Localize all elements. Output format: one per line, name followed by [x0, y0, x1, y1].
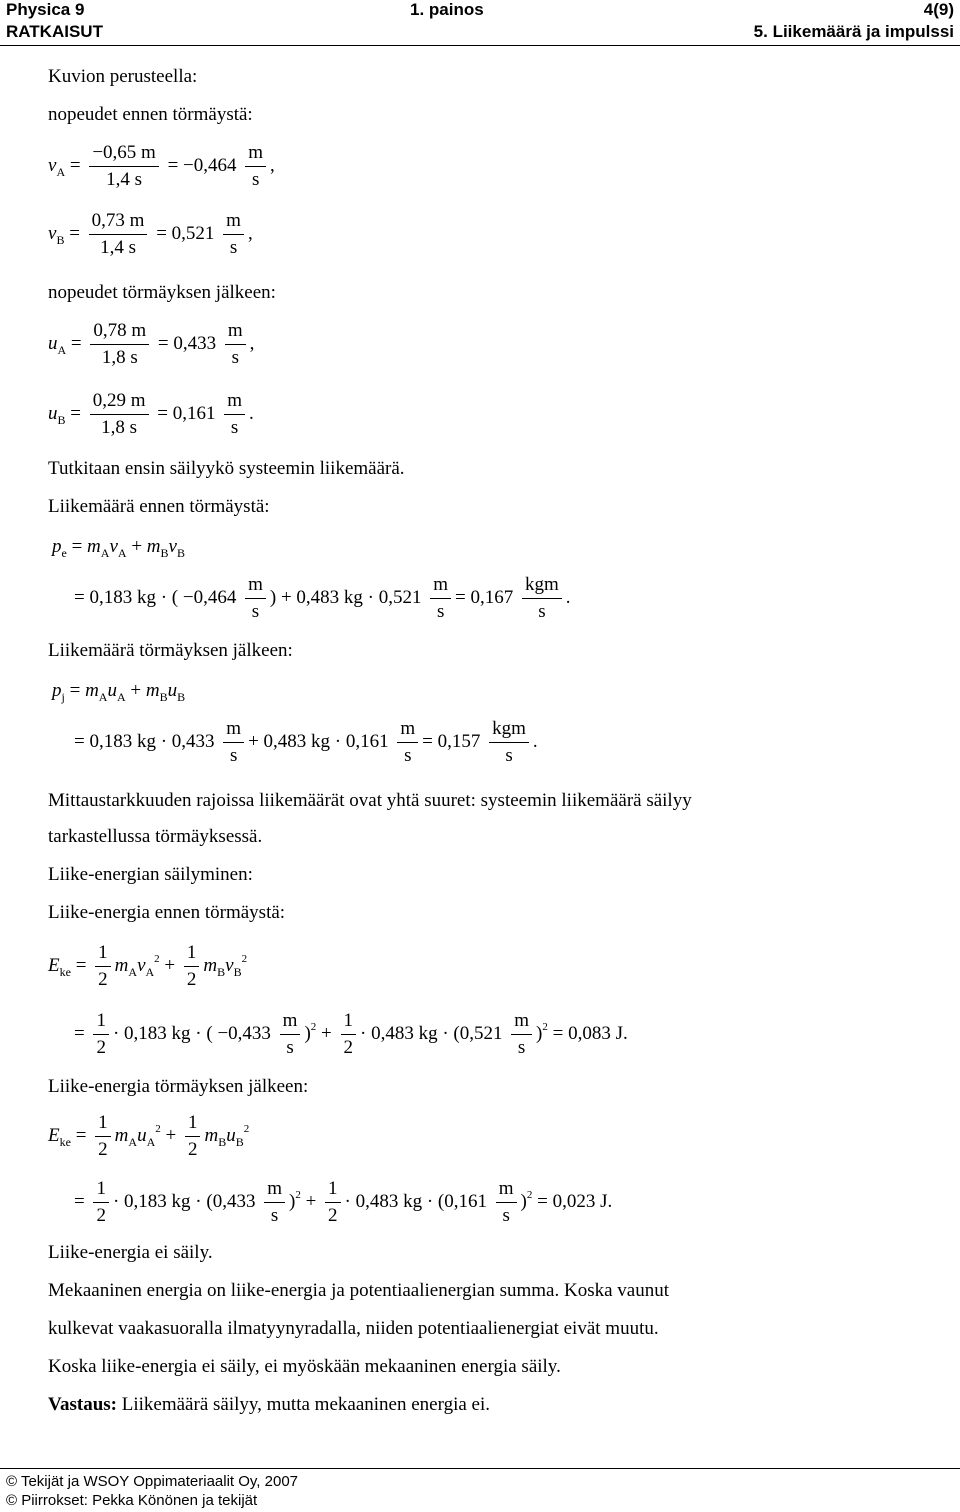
uB-numerator: 0,29 m [90, 388, 149, 415]
vA-result: = −0,464 [167, 154, 237, 176]
after-label: nopeudet törmäyksen jälkeen: [48, 282, 276, 303]
answer-text: Liikemäärä säilyy, mutta mekaaninen energia ei. [121, 1394, 490, 1415]
vB-numerator: 0,73 m [89, 208, 148, 235]
equation-uB: $u_B$ = $\frac{0,29 m}{1,8 s}$ = 0,161 $\frac{m}{s}$ . [48, 388, 254, 441]
mechanical-energy-line-1: Mekaaninen energia on liike-energia ja potentiaalienergian summa. Koska vaunut [48, 1280, 669, 1301]
answer-line [48, 1394, 490, 1416]
mechanical-energy-line-2: kulkevat vaakasuoralla ilmatyynyradalla, niiden potentiaalienergiat eivät muutu. [48, 1318, 659, 1339]
pj-result: 0,157 [437, 730, 481, 752]
vB-denominator: 1,4 s [100, 237, 137, 258]
ke-before-label: Liike-energia ennen törmäystä: [48, 902, 286, 923]
footer-illustrations: © Piirrokset: Pekka Könönen ja tekijät [6, 1492, 258, 1509]
intro-text: Kuvion perusteella: [48, 66, 198, 87]
study-momentum-text: Tutkitaan ensin säilyykö systeemin liikemäärä. [48, 458, 405, 479]
uA-denominator: 1,8 s [101, 347, 138, 368]
header-rule [0, 45, 960, 46]
edition: 1. painos [410, 0, 484, 19]
momentum-before-label: Liikemäärä ennen törmäystä: [48, 496, 270, 517]
equation-pj-definition: $p_j = m_Au_A + m_Bu_B$ [52, 680, 186, 704]
footer-copyright: © Tekijät ja WSOY Oppimateriaalit Oy, 2007 [6, 1473, 299, 1490]
equation-pe-definition: $p_e = m_Av_A + m_Bv_B$ [52, 536, 185, 560]
ke-after-result: 0,023 J. [552, 1190, 613, 1212]
equation-pj-calculation: = 0,183 kg · 0,433 $\frac{m}{s}$ + 0,483 kg · 0,161 $\frac{m}{s}$ = 0,157 $\frac{\text{kgm}}{s}$ . [74, 718, 538, 766]
page-number: 4(9) [923, 0, 954, 19]
equation-pe-calculation: = 0,183 kg · ( −0,464 $\frac{m}{s}$ ) + 0,483 kg · 0,521 $\frac{m}{s}$ = 0,167 $\frac{\text{kgm}}{s}$ . [74, 574, 571, 622]
vB-result: = 0,521 [156, 222, 215, 244]
momentum-after-label: Liikemäärä törmäyksen jälkeen: [48, 640, 293, 661]
equation-ke-before-definition: $E_{ke}$ = $\frac{1}{2}$ $m_Av_A^2$ + $\frac{1}{2}$ $m_Bv_B^2$ [48, 942, 248, 990]
ke-conservation-label: Liike-energian säilyminen: [48, 864, 253, 885]
footer-rule [0, 1468, 960, 1469]
conclusion-line-1: Mittaustarkkuuden rajoissa liikemäärät ovat yhtä suuret: systeemin liikemäärä säilyy [48, 790, 692, 811]
equation-uA: $u_A$ = $\frac{0,78 m}{1,8 s}$ = 0,433 $\frac{m}{s}$ , [48, 318, 254, 371]
equation-ke-after-calculation: = $\frac{1}{2}$ · 0,183 kg · (0,433 $\frac{m}{s}$ )$^2$ + $\frac{1}{2}$ · 0,483 kg · (0,161 $\frac{m}{s}$ )$^2$ = 0,023 J. [74, 1178, 613, 1226]
equation-ke-after-definition: $E_{ke}$ = $\frac{1}{2}$ $m_Au_A^2$ + $\frac{1}{2}$ $m_Bu_B^2$ [48, 1112, 250, 1160]
equation-vB: $v_B$ = $\frac{0,73 m}{1,4 s}$ = 0,521 $\frac{m}{s}$ , [48, 208, 253, 261]
vA-numerator: −0,65 m [89, 140, 159, 167]
uA-numerator: 0,78 m [90, 318, 149, 345]
before-label: nopeudet ennen törmäystä: [48, 104, 253, 125]
ke-not-conserved-text: Liike-energia ei säily. [48, 1242, 213, 1263]
uB-result: = 0,161 [157, 402, 216, 424]
vA-denominator: 1,4 s [106, 169, 143, 190]
answer-label: Vastaus: [48, 1394, 117, 1415]
conclusion-line-2: tarkastellussa törmäyksessä. [48, 826, 263, 847]
uB-denominator: 1,8 s [101, 417, 138, 438]
equation-vA: $v_A$ = $\frac{-0,65 m}{1,4 s}$ = −0,464 $\frac{m}{s}$ , [48, 140, 275, 193]
uA-result: = 0,433 [157, 332, 217, 354]
ke-before-result: 0,083 J. [568, 1022, 628, 1044]
chapter-title: 5. Liikemäärä ja impulssi [753, 22, 954, 41]
mechanical-energy-line-3: Koska liike-energia ei säily, ei myöskään mekaaninen energia säily. [48, 1356, 561, 1377]
pe-result: 0,167 [470, 586, 514, 608]
book-title: Physica 9 [6, 0, 85, 19]
section-label: RATKAISUT [6, 22, 103, 41]
ke-after-label: Liike-energia törmäyksen jälkeen: [48, 1076, 309, 1097]
equation-ke-before-calculation: = $\frac{1}{2}$ · 0,183 kg · ( −0,433 $\frac{m}{s}$ )$^2$ + $\frac{1}{2}$ · 0,483 kg · (0,521 $\frac{m}{s}$ )$^2$ = 0,083 J. [74, 1010, 628, 1058]
